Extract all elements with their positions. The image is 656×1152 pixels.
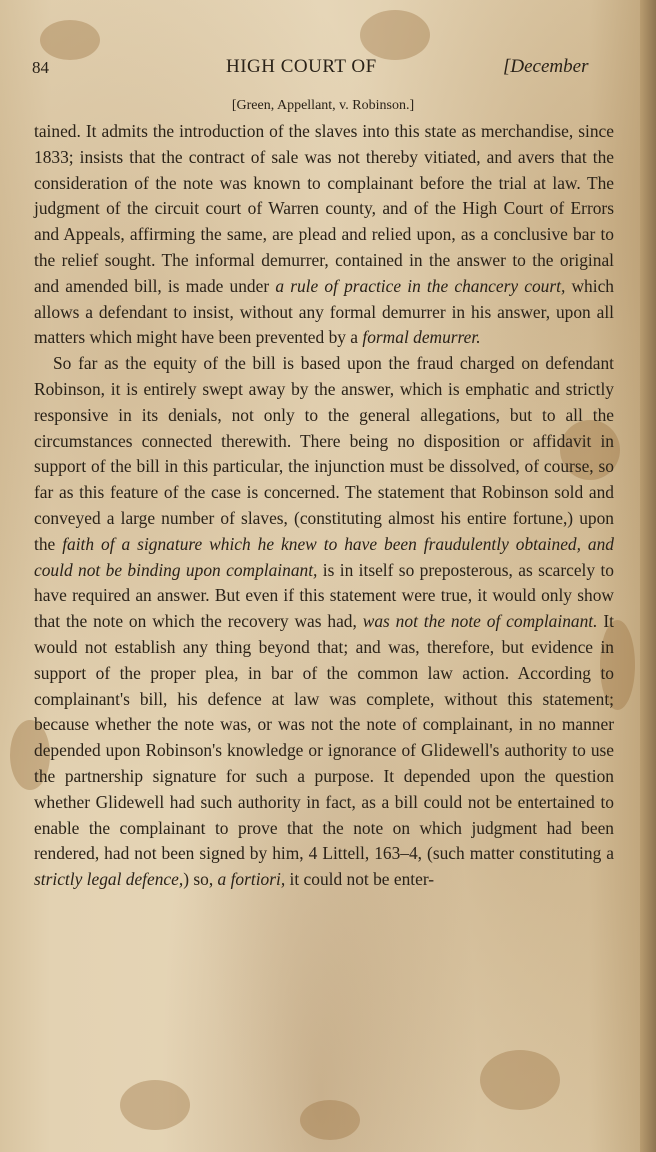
text-run: is in itself so preposterous, as scarcely to have required an answer. But even if this statement were true, it would only show that the note on which the recovery was had, [34, 559, 614, 632]
page-gutter [640, 0, 656, 1152]
paragraph-1 [34, 119, 614, 351]
italic-run: strictly legal defence, [34, 869, 184, 890]
paragraph-2 [34, 351, 614, 893]
text-run: which allows a defendant to insist, without any formal demurrer in his answer, upon all matters which might have been prevented by a [34, 275, 615, 348]
body-text [34, 119, 614, 893]
italic-run: formal demurrer. [362, 327, 481, 348]
italic-run: a fortiori, [217, 869, 286, 890]
italic-run: faith of a signature which he knew to have been fraudulently obtained, and could not be binding upon complainant, [34, 533, 614, 580]
foxing-spot [480, 1050, 560, 1110]
case-caption-text: [Green, Appellant, v. Robinson.] [231, 98, 415, 113]
text-run: So far as the equity of the bill is based upon the fraud charged on defendant Robinson, it is entirely swept away by the answer, which is emphatic and strictly responsive in its denials, not only to the general allegations, but to all the circumstances connected therewith. There being no disposition or affidavit in support of the bill in this particular, the injunction must be dissolved, of course, so far as this feature of the case is concerned. The statement that Robinson sold and conveyed a large number of slaves, (constituting almost his entire fortune,) upon the [34, 353, 614, 554]
foxing-spot [300, 1100, 360, 1140]
running-title: HIGH COURT OF [226, 56, 377, 77]
running-date: [December [503, 56, 589, 77]
case-caption [0, 98, 640, 114]
text-run: It would not establish any thing beyond that; and was, therefore, but evidence in support of the proper plea, in bar of the common law action. According to complainant's bill, his defence at law was complete, without this statement; because whether the note was, or was not the note of complainant, in no manner depended upon Robinson's knowledge or ignorance of Glidewell's authority to use the partnership signature for such a purpose. It depended upon the question whether Glidewell had such authority in fact, as a bill could not be entertained to enable the complainant to prove that the note on which judgment had been rendered, had not been signed by him, 4 Littell, 163–4, (such matter constituting a [34, 611, 614, 864]
foxing-spot [40, 20, 100, 60]
page-number: 84 [32, 58, 49, 77]
italic-run: a rule of practice in the chancery court, [275, 275, 566, 296]
foxing-spot [360, 10, 430, 60]
foxing-spot [120, 1080, 190, 1130]
italic-run: was not the note of complainant. [362, 611, 598, 632]
text-run: ) so, [183, 869, 218, 890]
text-run: tained. It admits the introduction of the slaves into this state as merchandise, since 1833; insists that the contract of sale was not thereby vitiated, and avers that the consideration of the note was known to complainant before the trial at law. The judgment of the circuit court of Warren county, and of the High Court of Errors and Appeals, affirming the same, are plead and relied upon, as a conclusive bar to the relief sought. The informal demurrer, contained in the answer to the original and amended bill, is made under [34, 121, 614, 296]
text-run: it could not be enter- [285, 869, 435, 890]
page-header [0, 56, 640, 82]
